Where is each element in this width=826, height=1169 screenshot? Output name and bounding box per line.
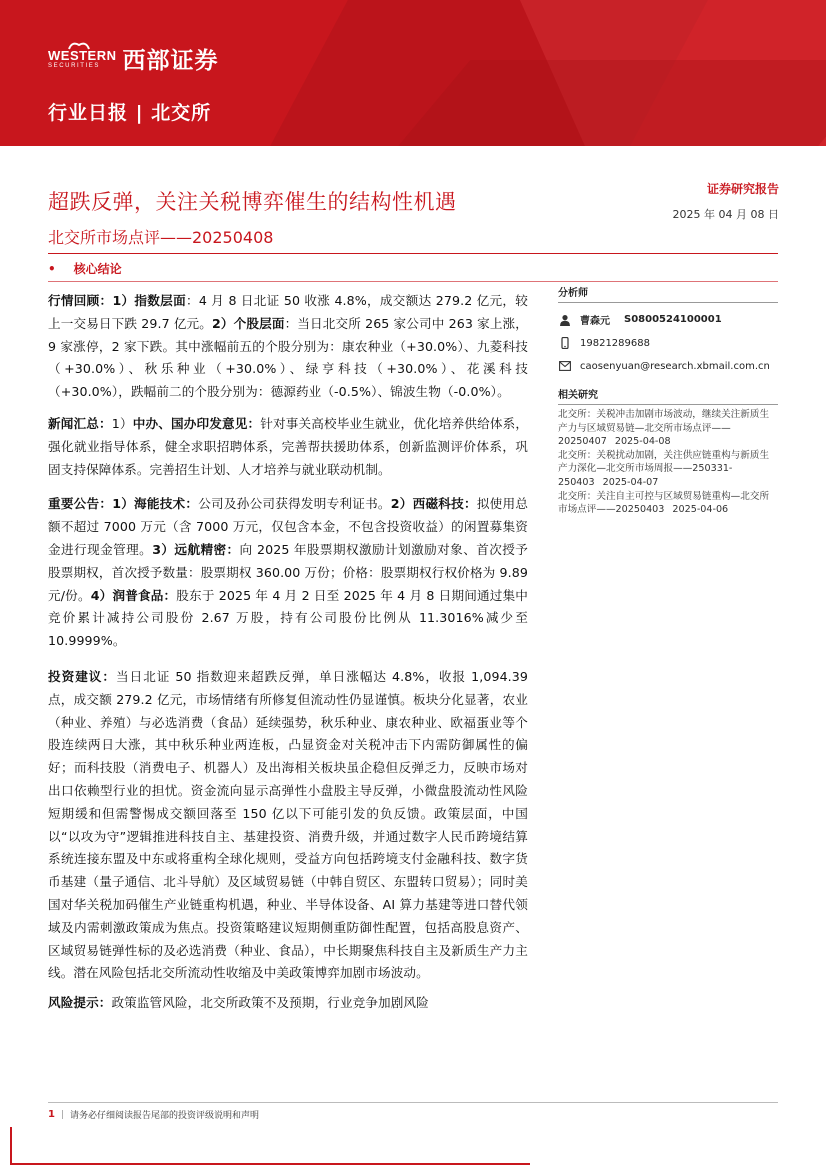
footer-disclaimer: 请务必仔细阅读报告尾部的投资评级说明和声明 bbox=[70, 1111, 260, 1121]
paragraph-heading: 新闻汇总： bbox=[48, 415, 112, 431]
text-segment: 股东于 2025 年 4 月 2 日至 2025 年 4 月 8 日期间通过集中竞价累计减持公司股份 2.67 万股，持有公司股份比例从 11.3016%减少至 10.9999%。 bbox=[48, 587, 528, 649]
paragraph-heading: 投资建议： bbox=[48, 668, 116, 684]
header-banner bbox=[0, 0, 826, 146]
mail-icon bbox=[558, 359, 572, 373]
divider bbox=[48, 253, 778, 254]
related-date: 2025-04-08 bbox=[614, 436, 671, 448]
related-date: 2025-04-07 bbox=[602, 476, 659, 488]
text-segment: 政策监管风险，北交所政策不及预期，行业竞争加剧风险 bbox=[111, 995, 429, 1011]
page-number: 1 bbox=[48, 1109, 55, 1120]
footer-separator: | bbox=[60, 1109, 65, 1120]
report-date: 2025 年 04 月 08 日 bbox=[672, 208, 779, 221]
paragraph-heading: 风险提示： bbox=[48, 995, 112, 1011]
bold-text-segment: 2）西磁科技： bbox=[390, 496, 477, 512]
analyst-phone-row bbox=[558, 336, 778, 350]
bold-text-segment: 中办、国办印发意见： bbox=[132, 415, 261, 431]
paragraph-risk-warning bbox=[48, 992, 528, 1015]
report-category-title: 行业日报 | 北交所 bbox=[48, 102, 212, 124]
analyst-name: 曹森元 bbox=[580, 316, 610, 327]
text-segment: 针对事关高校毕业生就业，优化培养供给体系，强化就业指导体系，健全求职招聘体系，完善帮扶援助体系，创新监测评价体系，巩固支持保障体系。完善招生计划、人才培养与就业联动机制。 bbox=[48, 415, 529, 477]
related-title[interactable]: 北交所：关注自主可控与区域贸易链重构—北交所市场点评——20250403 bbox=[558, 490, 770, 516]
related-research-heading: 相关研究 bbox=[558, 384, 778, 405]
text-segment: 当日北证 50 指数迎来超跌反弹，单日涨幅达 4.8%，收报 1,094.39 点，成交额 279.2 亿元，市场情绪有所修复但流动性仍显谨慎。板块分化显著，农业（种业、养殖）与必选消费（食品）延续强势，秋乐种业、康农种业、欧福蛋业等个股连续两日大涨，其中秋乐种业两连板，凸显资金对关税冲击下内需防御属性的偏好；而科技股（消费电子、机器人）及出海相关板块虽企稳但反弹乏力，反映市场对出口依赖型行业的担忧。资金流向显示高弹性小盘股主导反弹，小微盘股流动性风险短期缓和但需警惕成交额回落至 150 亿以下可能引发的负反馈。政策层面，中国以“以攻为守”逻辑推进科技自主、基建投资、消费升级，并通过数字人民币跨境结算系统连接东盟及中东或将重构全球化规则，受益方向包括跨境支付金融科技、数字货币基建（量子通信、北斗导航）及区域贸易链（中韩自贸区、东盟转口贸易）；同时美国对华关税加码催生产业链重构机遇，种业、半导体设备、AI 算力基建等进口替代领域及内需刺激政策成为焦点。投资策略建议短期侧重防御性配置，包括高股息资产、区域贸易链弹性标的及必选消费（种业、食品），中长期聚焦科技自主及新质生产力主线。潜在风险包括北交所流动性收缩及中美政策博弈加剧市场波动。 bbox=[48, 668, 529, 981]
core-conclusion-label: 核心结论 bbox=[73, 262, 122, 276]
related-date: 2025-04-06 bbox=[672, 504, 729, 516]
sidebar bbox=[558, 282, 778, 517]
core-conclusion-heading bbox=[48, 260, 122, 277]
logo-chinese: 西部证券 bbox=[122, 48, 219, 74]
page-footer bbox=[48, 1108, 259, 1121]
analyst-heading: 分析师 bbox=[558, 282, 778, 303]
logo-english bbox=[48, 49, 117, 69]
report-subtitle: 北交所市场点评——20250408 bbox=[48, 228, 274, 247]
bullet-icon: • bbox=[48, 261, 56, 276]
bold-text-segment: 指数层面 bbox=[134, 293, 186, 308]
logo-english-text: WESTERN bbox=[48, 47, 117, 63]
corner-decoration bbox=[10, 1163, 530, 1165]
company-logo bbox=[48, 42, 219, 75]
analyst-phone: 19821289688 bbox=[580, 337, 650, 349]
text-segment: ：当日北交所 265 家公司中 263 家上涨，9 家涨停，2 家下跌。其中涨幅前五的个股分别为：康农种业（+30.0%）、九菱科技（+30.0%）、秋乐种业（+30.0%）、绿亨科技（+30.0%）、花溪科技（+30.0%），跌幅前二的个股分别为：德源药业（-0.5%）、锦波生物（-0.0%）。 bbox=[48, 315, 528, 400]
logo-english-sub: SECURITIES bbox=[48, 62, 101, 69]
corner-decoration bbox=[10, 1127, 12, 1165]
bold-text-segment: 2）个股层面 bbox=[212, 315, 285, 331]
paragraph-heading: 重要公告： bbox=[48, 496, 113, 512]
text-segment: 1） bbox=[111, 415, 133, 431]
bold-text-segment: 4）润普食品： bbox=[90, 587, 177, 603]
text-segment: 向 2025 年股票期权激励计划激励对象、首次授予股票期权，首次授予数量：股票期权 360.00 万份；价格：股票期权行权价格为 9.89 元/份。 bbox=[48, 541, 528, 603]
bold-text-segment: 1）海能技术： bbox=[112, 496, 199, 512]
report-type-label: 证券研究报告 bbox=[706, 182, 779, 196]
phone-icon bbox=[558, 336, 572, 350]
related-research-item[interactable] bbox=[558, 490, 778, 517]
paragraph-market-review bbox=[48, 290, 528, 404]
analyst-email-row bbox=[558, 359, 778, 373]
person-icon bbox=[558, 313, 572, 327]
related-title[interactable]: 北交所：关税扰动加剧，关注供应链重构与新质生产力深化—北交所市场周报——250331-250403 bbox=[558, 449, 770, 488]
footer-divider bbox=[48, 1102, 778, 1103]
bull-horn-logo-icon bbox=[68, 40, 90, 50]
bold-text-segment: 3）远航精密： bbox=[152, 541, 240, 557]
report-title: 超跌反弹，关注关税博弈催生的结构性机遇 bbox=[48, 190, 457, 214]
text-segment: ：4 月 8 日北证 50 收涨 4.8%，成交额达 279.2 亿元，较上一交易日下跌 29.7 亿元。 bbox=[48, 293, 528, 331]
paragraph-heading: 行情回顾： bbox=[48, 293, 113, 308]
paragraph-investment-advice bbox=[48, 666, 528, 985]
paragraph-news-summary bbox=[48, 413, 528, 481]
analyst-email[interactable]: caosenyuan@research.xbmail.com.cn bbox=[580, 360, 770, 372]
text-segment: 拟使用总额不超过 7000 万元（含 7000 万元，仅包含本金，不包含投资收益）的闲置募集资金进行现金管理。 bbox=[48, 496, 529, 557]
main-text-column bbox=[48, 290, 528, 1026]
related-title[interactable]: 北交所：关税冲击加剧市场波动，继续关注新质生产力与区域贸易链—北交所市场点评——20250407 bbox=[558, 409, 770, 448]
text-segment: 公司及孙公司获得发明专利证书。 bbox=[198, 496, 391, 512]
related-research-item[interactable] bbox=[558, 408, 778, 449]
bold-text-segment: 1） bbox=[112, 293, 135, 308]
analyst-certificate: S0800524100001 bbox=[624, 314, 722, 325]
related-research-item[interactable] bbox=[558, 449, 778, 490]
related-research-list bbox=[558, 408, 778, 517]
analyst-name-row bbox=[558, 312, 778, 327]
paragraph-announcements bbox=[48, 493, 528, 653]
